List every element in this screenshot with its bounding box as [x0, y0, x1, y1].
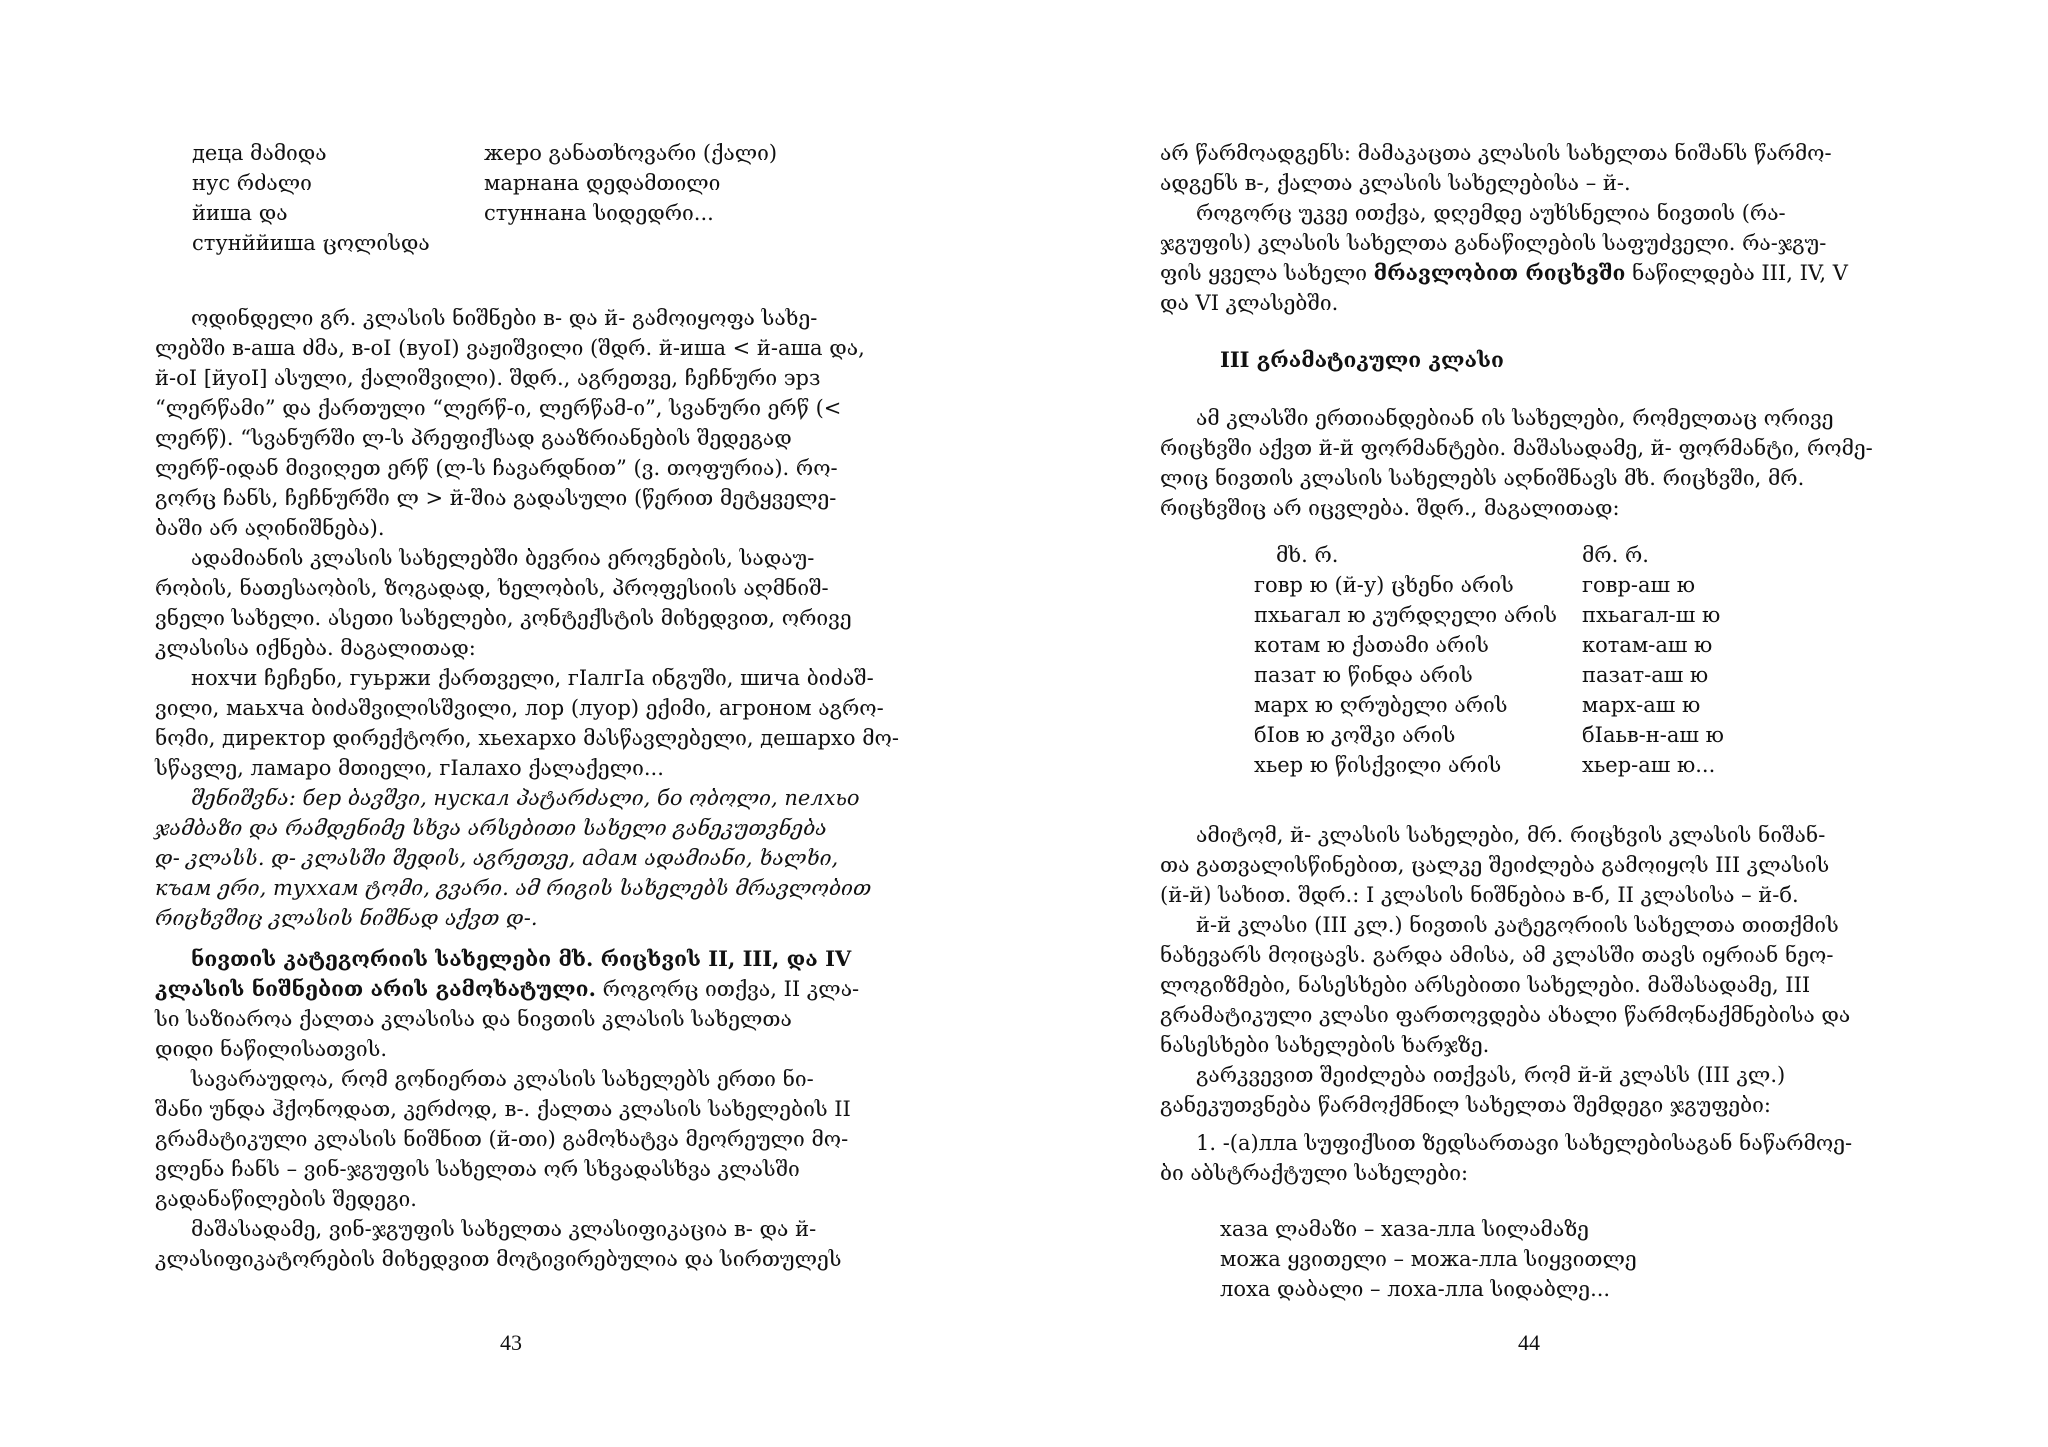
- derivation-examples: [1220, 1214, 1820, 1304]
- text-run: როგორც ითქვა, II კლა-: [595, 977, 860, 1001]
- text-line: нохчи ჩეჩენი, гуьржи ქართველი, гIалгIа ინგუში, шича ბიძაშ-: [191, 666, 874, 690]
- text-run: ფის ყველა სახელი: [1160, 261, 1374, 285]
- word-pair-a: нус რძალი: [192, 171, 312, 195]
- word-pair-b: жеро განათხოვარი (ქალი): [484, 141, 778, 165]
- text-line: სწავლე, ламаро მთიელი, гIалахо ქალაქელი...: [155, 756, 664, 780]
- text-line: მაშასადამე, ვინ-ჯგუფის სახელთა კლასიფიკაცია в- და й-: [191, 1217, 817, 1241]
- section-heading: III გრამატიკული კლასი: [1220, 347, 1504, 372]
- example-line: лоха დაბალი – лоха-лла სიდაბლე...: [1220, 1277, 1611, 1301]
- note-line: რიცხვშიც კლასის ნიშნად აქვთ დ-.: [155, 906, 538, 930]
- text-line: ოდინდელი გრ. კლასის ნიშნები в- და й- გამოიყოფა სახე-: [191, 306, 818, 330]
- table-cell-singular: бIов ю კოშკი არის: [1254, 723, 1456, 747]
- text-line: 1. -(а)лла სუფიქსით ზედსართავი სახელებისაგან ნაწარმოე-: [1196, 1131, 1853, 1155]
- note-line: დ- კლასს. დ- კლასში შედის, აგრეთვე, адам ადამიანი, ხალხი,: [155, 846, 839, 870]
- text-line: ვლენა ჩანს – ვინ-ჯგუფის სახელთა ორ სხვადასხვა კლასში: [155, 1157, 800, 1181]
- table-cell-plural: пхьагал-ш ю: [1582, 603, 1721, 627]
- singular-plural-table: [1254, 540, 1874, 780]
- text-line: განეკუთვნება წარმოქმნილ სახელთა შემდეგი ჯგუფები:: [1160, 1093, 1771, 1117]
- text-run: ნაწილდება III, IV, V: [1625, 261, 1848, 285]
- table-cell-singular: говр ю (й-у) ცხენი არის: [1254, 573, 1514, 597]
- text-line: რობის, ნათესაობის, ზოგადად, ხელობის, პროფესიის აღმნიშ-: [155, 576, 829, 600]
- word-pair-b: марнана დედამთილი: [484, 171, 721, 195]
- text-line: ბაში არ აღინიშნება).: [155, 516, 385, 540]
- text-line: ნასესხები სახელების ხარჯზე.: [1160, 1033, 1490, 1057]
- bold-text: კლასის ნიშნებით არის გამოხატული.: [155, 976, 596, 1001]
- example-line: можа ყვითელი – можа-лла სიყვითლე: [1220, 1247, 1637, 1271]
- paragraph-continuation: [1160, 138, 1890, 318]
- paragraph-class-markers-plural: [1160, 820, 1890, 1120]
- text-line: ლერწ). “სვანურში ლ-ს პრეფიქსად გააზრიანების შედეგად: [155, 426, 792, 450]
- table-cell-plural: бIаьв-н-аш ю: [1582, 723, 1724, 747]
- text-line: კლასისა იქნება. მაგალითად:: [155, 636, 476, 660]
- text-line: ნომი, директор დირექტორი, хьехархо მასწავლებელი, дешархо მო-: [155, 726, 899, 750]
- word-pair-a: деца მამიდა: [192, 141, 327, 165]
- page-number: 44: [1518, 1330, 1540, 1355]
- text-line: სი საზიაროა ქალთა კლასისა და ნივთის კლასის სახელთა: [155, 1007, 792, 1031]
- bold-line: ნივთის კატეგორიის სახელები მხ. რიცხვის II, III, და IV: [191, 946, 852, 971]
- text-line: ამ კლასში ერთიანდებიან ის სახელები, რომელთაც ორივე: [1196, 406, 1834, 430]
- text-line: ადამიანის კლასის სახელებში ბევრია ეროვნების, სადაუ-: [191, 546, 815, 570]
- text-line: არ წარმოადგენს: მამაკაცთა კლასის სახელთა ნიშანს წარმო-: [1160, 141, 1832, 165]
- text-line: “ლერწამი” და ქართული “ლერწ-ი, ლერწამ-ი”, სვანური ერწ (<: [155, 396, 842, 420]
- word-pair-a: йиша და: [192, 201, 288, 225]
- note-line: შენიშვნა: бер ბავშვი, нускал პატარძალი, бо ობოლი, пелхьо: [191, 786, 860, 810]
- page-number: 43: [500, 1330, 522, 1355]
- text-line: გადანაწილების შედეგი.: [155, 1187, 417, 1211]
- text-line: რიცხვშიც არ იცვლება. შდრ., მაგალითად:: [1160, 496, 1620, 520]
- text-line: დიდი ნაწილისათვის.: [155, 1037, 387, 1061]
- note-line: къам ერი, туххам ტომი, გვარი. ამ რიგის სახელებს მრავლობით: [155, 876, 872, 900]
- table-cell-plural: пазат-аш ю: [1582, 663, 1709, 687]
- text-line: ვნელი სახელი. ასეთი სახელები, კონტექსტის მიხედვით, ორივე: [155, 606, 852, 630]
- text-line: й-й კლასი (III კლ.) ნივთის კატეგორიის სახელთა თითქმის: [1196, 913, 1839, 937]
- text-line: გორც ჩანს, ჩეჩნურში ლ > й-შია გადასული (წერით მეტყველე-: [155, 486, 837, 510]
- paragraph-thing-category: [155, 944, 885, 1274]
- text-line: ამიტომ, й- კლასის სახელები, მრ. რიცხვის კლასის ნიშან-: [1196, 823, 1826, 847]
- table-cell-plural: котам-аш ю: [1582, 633, 1713, 657]
- text-line: გარკვევით შეიძლება ითქვას, რომ й-й კლასს (III კლ.): [1196, 1063, 1786, 1087]
- paragraph-class-markers: [155, 303, 899, 933]
- text-line: ლერწ-იდან მივიღეთ ერწ (ლ-ს ჩავარდნით” (ვ. თოფურია). რო-: [155, 456, 838, 480]
- text-line: ნახევარს მოიცავს. გარდა ამისა, ამ კლასში თავს იყრიან ნეო-: [1160, 943, 1834, 967]
- word-pair-b: стуннана სიდედრი...: [484, 201, 714, 225]
- text-line: გრამატიკული კლასის ნიშნით (й-თი) გამოხატვა მეორეული მო-: [155, 1127, 849, 1151]
- table-cell-plural: хьер-аш ю...: [1582, 753, 1716, 777]
- text-line: ვილი, маьхча ბიძაშვილისშვილი, лор (луор) ექიმი, агроном აგრო-: [155, 696, 884, 720]
- text-line: კლასიფიკატორების მიხედვით მოტივირებულია და სირთულეს: [155, 1247, 842, 1271]
- text-line: (й-й) სახით. შდრ.: I კლასის ნიშნებია в-б, II კლასისა – й-б.: [1160, 883, 1799, 907]
- paragraph-suffix: [1160, 1128, 1890, 1188]
- column-header-singular: მხ. რ.: [1276, 543, 1339, 567]
- bold-text: მრავლობით რიცხვში: [1373, 260, 1626, 285]
- table-cell-singular: хьер ю წისქვილი არის: [1254, 753, 1502, 777]
- text-line: თა გათვალისწინებით, ცალკე შეიძლება გამოიყოს III კლასის: [1160, 853, 1830, 877]
- text-line: ლოგიზმები, ნასესხები არსებითი სახელები. მაშასადამე, III: [1160, 973, 1811, 997]
- text-line: შანი უნდა ჰქონოდათ, კერძოდ, в-. ქალთა კლასის სახელების II: [155, 1097, 851, 1121]
- text-line: й-оI [йуоI] ასული, ქალიშვილი). შდრ., აგრეთვე, ჩეჩნური эрз: [155, 366, 821, 390]
- table-cell-singular: пазат ю წინდა არის: [1254, 663, 1473, 687]
- table-cell-plural: марх-аш ю: [1582, 693, 1701, 717]
- text-line: ლიც ნივთის კლასის სახელებს აღნიშნავს მხ. რიცხვში, მრ.: [1160, 466, 1805, 490]
- text-line: ადგენს в-, ქალთა კლასის სახელებისა – й-.: [1160, 171, 1631, 195]
- note-line: ჯამბაზი და რამდენიმე სხვა არსებითი სახელი განეკუთვნება: [155, 816, 827, 840]
- column-header-plural: მრ. რ.: [1582, 543, 1649, 567]
- table-cell-singular: котам ю ქათამი არის: [1254, 633, 1489, 657]
- text-line: სავარაუდოა, რომ გონიერთა კლასის სახელებს ერთი ნი-: [191, 1067, 814, 1091]
- table-cell-singular: пхьагал ю კურდღელი არის: [1254, 603, 1557, 627]
- text-line: ჯგუფის) კლასის სახელთა განაწილების საფუძველი. რა-ჯგუ-: [1160, 231, 1827, 255]
- table-cell-plural: говр-аш ю: [1582, 573, 1696, 597]
- text-line: როგორც უკვე ითქვა, დღემდე აუხსნელია ნივთის (რა-: [1196, 201, 1786, 225]
- text-line: და VI კლასებში.: [1160, 291, 1339, 315]
- table-cell-singular: марх ю ღრუბელი არის: [1254, 693, 1508, 717]
- text-line: გრამატიკული კლასი ფართოვდება ახალი წარმონაქმნებისა და: [1160, 1003, 1851, 1027]
- example-line: хаза ლამაზი – хаза-лла სილამაზე: [1220, 1217, 1589, 1241]
- right-page: [1024, 0, 2048, 1447]
- text-line: რიცხვში აქვთ й-й ფორმანტები. მაშასადამე, й- ფორმანტი, რომე-: [1160, 436, 1873, 460]
- word-pairs: [192, 138, 832, 258]
- paragraph-class-three: [1160, 403, 1890, 523]
- text-line: ლებში в-аша ძმა, в-оI (вуоI) ვაჟიშვილი (შდრ. й-иша < й-аша და,: [155, 336, 865, 360]
- text-line: ბი აბსტრაქტული სახელები:: [1160, 1161, 1469, 1185]
- word-pair-a: стунййиша ცოლისდა: [192, 231, 430, 255]
